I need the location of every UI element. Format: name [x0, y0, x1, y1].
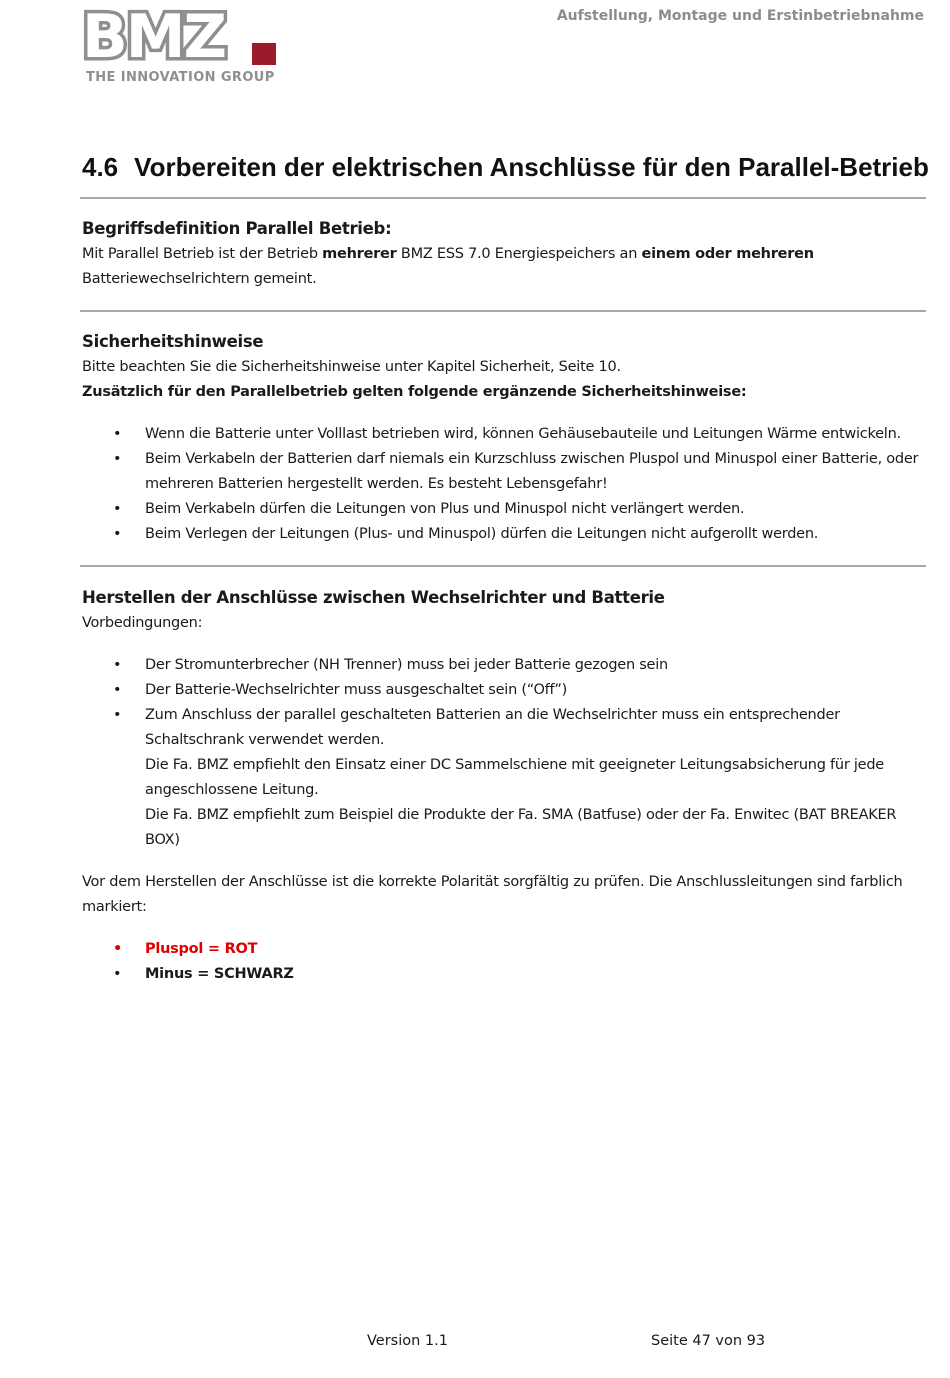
list-item-text: Zum Anschluss der parallel geschalteten Batterien an die Wechselrichter muss ein entsprechender Schaltschrank verwendet werden. — [145, 707, 840, 748]
polarity-list — [82, 937, 924, 987]
svg-text:BMZ: BMZ — [82, 5, 225, 72]
bmz-logo-graphic — [82, 5, 278, 85]
bullet-icon: • — [113, 451, 122, 467]
bullet-icon: • — [113, 426, 122, 442]
list-item — [82, 678, 924, 703]
polarity-minus: Minus = SCHWARZ — [145, 966, 294, 982]
definition-bold-part: mehrerer — [322, 246, 397, 262]
preconditions-label: Vorbedingungen: — [82, 615, 203, 631]
safety-list — [82, 422, 924, 547]
list-item-text: Beim Verkabeln der Batterien darf niemals ein Kurzschluss zwischen Pluspol und Minuspol einer Batterie, oder mehreren Batterien hergestellt werden. Es besteht Lebensgefahr! — [145, 451, 919, 492]
connections-heading: Herstellen der Anschlüsse zwischen Wechselrichter und Batterie — [82, 588, 665, 607]
list-item-text: Beim Verlegen der Leitungen (Plus- und Minuspol) dürfen die Leitungen nicht aufgerollt werden. — [145, 526, 819, 542]
list-item — [82, 937, 924, 962]
list-item — [82, 653, 924, 678]
definition-text-part: Mit Parallel Betrieb ist der Betrieb — [82, 246, 323, 262]
connections-section — [82, 585, 924, 987]
list-item-note: Die Fa. BMZ empfiehlt zum Beispiel die Produkte der Fa. SMA (Batfuse) oder der Fa. Enwitec (BAT BREAKER BOX) — [145, 807, 897, 848]
chapter-title — [82, 152, 929, 183]
definition-bold-part: einem oder mehreren — [641, 246, 814, 262]
bullet-icon: • — [113, 966, 122, 982]
footer-page-number: Seite 47 von 93 — [651, 1333, 766, 1349]
bullet-icon: • — [113, 682, 122, 698]
list-item — [82, 422, 924, 447]
chapter-number: 4.6 — [82, 152, 119, 182]
logo-accent-square — [252, 43, 276, 65]
list-item — [82, 703, 924, 853]
list-item-text: Der Batterie-Wechselrichter muss ausgeschaltet sein (“Off”) — [145, 682, 568, 698]
safety-section — [82, 329, 924, 547]
polarity-plus: Pluspol = ROT — [145, 941, 258, 957]
bullet-icon: • — [113, 941, 123, 957]
safety-heading: Sicherheitshinweise — [82, 332, 264, 351]
chapter-title-text: Vorbereiten der elektrischen Anschlüsse für den Parallel-Betrieb — [134, 152, 929, 182]
bullet-icon: • — [113, 526, 122, 542]
section-divider — [80, 310, 926, 312]
list-item — [82, 962, 924, 987]
section-divider — [80, 565, 926, 567]
polarity-text: Vor dem Herstellen der Anschlüsse ist die korrekte Polarität sorgfältig zu prüfen. Die Anschlussleitungen sind farblich markiert: — [82, 874, 903, 915]
safety-intro: Bitte beachten Sie die Sicherheitshinweise unter Kapitel Sicherheit, Seite 10. — [82, 359, 621, 375]
list-item — [82, 497, 924, 522]
list-item-note: Die Fa. BMZ empfiehlt den Einsatz einer DC Sammelschiene mit geeigneter Leitungsabsicherung für jede angeschlossene Leitung. — [145, 757, 884, 798]
definition-heading: Begriffsdefinition Parallel Betrieb: — [82, 219, 392, 238]
list-item — [82, 522, 924, 547]
bullet-icon: • — [113, 707, 122, 723]
safety-additional: Zusätzlich für den Parallelbetrieb gelten folgende ergänzende Sicherheitshinweise: — [82, 384, 747, 400]
list-item-text: Beim Verkabeln dürfen die Leitungen von Plus und Minuspol nicht verlängert werden. — [145, 501, 745, 517]
header-title: Aufstellung, Montage und Erstinbetriebnahme — [556, 8, 924, 24]
preconditions-list — [82, 653, 924, 853]
definition-text-part: Batteriewechselrichtern gemeint. — [82, 271, 317, 287]
definition-text-part: BMZ ESS 7.0 Energiespeichers an — [396, 246, 642, 262]
svg-text:THE INNOVATION GROUP: THE INNOVATION GROUP — [86, 70, 275, 85]
footer-version: Version 1.1 — [367, 1333, 448, 1349]
definition-section — [82, 216, 924, 292]
section-divider — [80, 197, 926, 199]
list-item-text: Der Stromunterbrecher (NH Trenner) muss bei jeder Batterie gezogen sein — [145, 657, 668, 673]
list-item — [82, 447, 924, 497]
bmz-logo — [82, 5, 278, 85]
bullet-icon: • — [113, 657, 122, 673]
bullet-icon: • — [113, 501, 122, 517]
list-item-text: Wenn die Batterie unter Volllast betrieben wird, können Gehäusebauteile und Leitungen Wärme entwickeln. — [145, 426, 901, 442]
definition-text — [82, 242, 924, 292]
